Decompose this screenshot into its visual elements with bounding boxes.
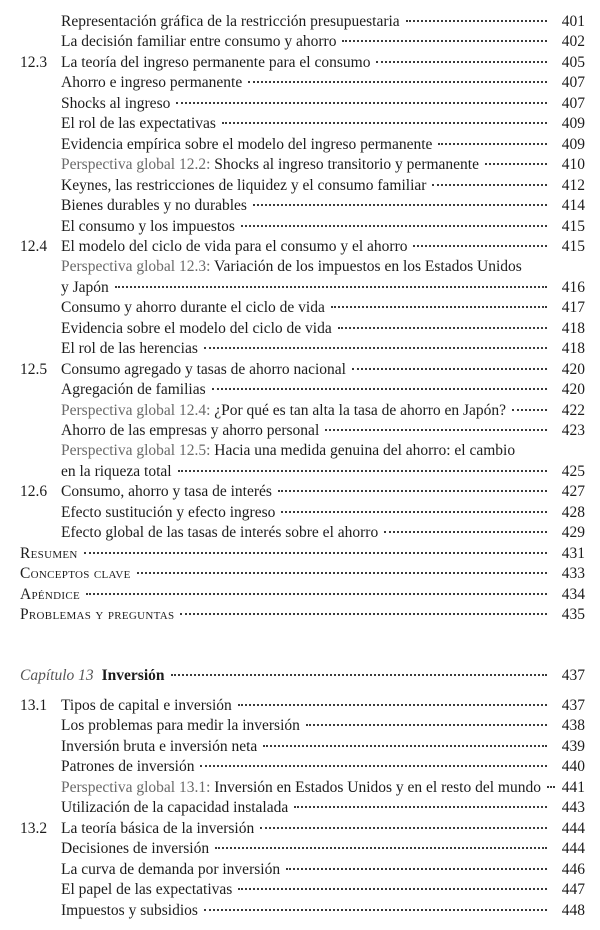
dot-leader <box>438 143 547 145</box>
dot-leader <box>263 745 547 747</box>
dot-leader <box>547 786 555 788</box>
entry-text: Bienes durables y no durables <box>61 197 247 215</box>
page-number: 448 <box>561 901 585 919</box>
entry-text: Evidencia sobre el modelo del ciclo de vida <box>61 319 332 337</box>
entry-text: La curva de demanda por inversión <box>61 860 281 878</box>
entry-title <box>61 503 275 523</box>
page-number: 447 <box>561 881 585 899</box>
dot-leader <box>352 368 547 370</box>
entry-text: El modelo del ciclo de vida para el consumo y el ahorro <box>61 237 408 255</box>
section-number: 13.2 <box>20 819 48 837</box>
entry-text: ¿Por qué es tan alta la tasa de ahorro en Japón? <box>210 401 507 419</box>
page-number: 409 <box>561 135 585 153</box>
toc-entry-decision-familiar[interactable] <box>0 32 600 52</box>
toc-entry-shocks[interactable] <box>0 94 600 114</box>
dot-leader <box>171 674 547 676</box>
page-number: 431 <box>561 544 585 562</box>
perspectiva-label: Perspectiva global 12.3: <box>61 258 211 276</box>
entry-title <box>61 217 235 237</box>
dot-leader <box>294 806 547 808</box>
toc-entry-problemas-medir[interactable] <box>0 716 600 736</box>
entry-title <box>61 421 319 441</box>
page-number: 433 <box>561 565 585 583</box>
toc-entry-evidencia-empirica[interactable] <box>0 135 600 155</box>
toc-entry-problemas[interactable] <box>0 605 600 625</box>
entry-text: El rol de las expectativas <box>61 115 216 133</box>
toc-entry-consumo-ciclo[interactable] <box>0 298 600 318</box>
toc-entry-efecto-global[interactable] <box>0 523 600 543</box>
entry-text: Hacia una medida genuina del ahorro: el cambio <box>210 442 516 460</box>
dot-leader <box>260 827 547 829</box>
page-number: 427 <box>561 483 585 501</box>
dot-leader <box>204 347 547 349</box>
dot-leader <box>342 40 547 42</box>
entry-text: Decisiones de inversión <box>61 840 210 858</box>
entry-title <box>61 135 432 155</box>
toc-entry-bienes[interactable] <box>0 196 600 216</box>
dot-leader <box>222 122 547 124</box>
entry-text: Los problemas para medir la inversión <box>61 717 300 735</box>
toc-entry-pg-12-5-cont[interactable] <box>0 462 600 482</box>
dot-leader <box>281 511 547 513</box>
page-number: 437 <box>561 667 585 684</box>
entry-title <box>61 237 407 257</box>
page-number: 423 <box>561 422 585 439</box>
toc-entry-capacidad[interactable] <box>0 798 600 818</box>
page-number: 418 <box>561 340 585 358</box>
toc-entry-efecto-sustitucion[interactable] <box>0 503 600 523</box>
chapter-title: Inversión <box>101 667 165 684</box>
toc-entry-sec-13-1[interactable] <box>0 696 600 716</box>
entry-text: Variación de los impuestos en los Estados Unidos <box>210 258 522 276</box>
entry-title <box>61 339 198 359</box>
entry-title <box>61 257 522 277</box>
entry-title <box>61 696 232 716</box>
entry-title <box>61 441 515 461</box>
page-number: 428 <box>561 503 585 521</box>
dot-leader <box>212 388 547 390</box>
toc-entry-evidencia-ciclo[interactable] <box>0 319 600 339</box>
entry-title <box>61 737 257 757</box>
entry-text: Tipos de capital e inversión <box>61 697 232 714</box>
page-number: 415 <box>561 217 585 235</box>
section-number: 12.5 <box>20 360 48 378</box>
toc-entry-bruta-neta[interactable] <box>0 737 600 757</box>
dot-leader <box>384 531 547 533</box>
page-number: 446 <box>561 860 585 878</box>
dot-leader <box>253 204 547 206</box>
entry-text: Shocks al ingreso transitorio y permanente <box>210 156 479 174</box>
toc-entry-impuestos-subsidios[interactable] <box>0 901 600 921</box>
entry-title <box>61 798 288 818</box>
page-number: 441 <box>561 778 585 796</box>
toc-entry-papel-expectativas[interactable] <box>0 880 600 900</box>
page-number: 414 <box>561 197 585 215</box>
entry-text: Inversión bruta e inversión neta <box>61 737 258 755</box>
dot-leader <box>325 429 547 431</box>
toc-entry-herencias[interactable] <box>0 339 600 359</box>
dot-leader <box>215 847 547 849</box>
entry-title <box>61 757 194 777</box>
toc-entry-apendice[interactable] <box>0 585 600 605</box>
toc-entry-pg-12-4[interactable] <box>0 401 600 421</box>
entry-text: Patrones de inversión <box>61 758 195 776</box>
dot-leader <box>238 704 547 706</box>
entry-title <box>61 380 206 400</box>
toc-entry-keynes[interactable] <box>0 176 600 196</box>
dot-leader <box>512 409 547 411</box>
dot-leader <box>115 286 547 288</box>
entry-text-continued: y Japón <box>61 278 109 296</box>
entry-text: Inversión en Estados Unidos y en el resto del mundo <box>210 778 541 796</box>
entry-text: Utilización de la capacidad instalada <box>61 799 289 817</box>
entry-title <box>61 32 336 52</box>
page-number: 415 <box>561 237 585 255</box>
perspectiva-label: Perspectiva global 12.5: <box>61 442 211 460</box>
entry-text: El rol de las herencias <box>61 340 198 358</box>
dot-leader <box>137 572 547 574</box>
entry-text: Evidencia empírica sobre el modelo del ingreso permanente <box>61 135 433 153</box>
perspectiva-label: Perspectiva global 12.4: <box>61 401 211 419</box>
entry-title <box>61 819 254 839</box>
entry-title: Resumen <box>20 544 78 562</box>
dot-leader <box>413 245 547 247</box>
dot-leader <box>376 61 547 63</box>
page-number: 417 <box>561 299 585 317</box>
toc-entry-sec-12-6[interactable] <box>0 482 600 502</box>
entry-title <box>61 860 280 880</box>
toc-entry-resumen[interactable] <box>0 544 600 564</box>
entry-text: Efecto sustitución y efecto ingreso <box>61 503 276 521</box>
page-number: 435 <box>561 606 585 624</box>
toc-entry-rol-expectativas[interactable] <box>0 114 600 134</box>
dot-leader <box>331 306 547 308</box>
page-number: 410 <box>561 156 585 174</box>
entry-text: La teoría básica de la inversión <box>61 819 255 837</box>
entry-title <box>61 360 346 380</box>
entry-text: Efecto global de las tasas de interés sobre el ahorro <box>61 524 379 542</box>
dot-leader <box>200 765 547 767</box>
entry-text: Consumo agregado y tasas de ahorro nacional <box>61 360 346 378</box>
toc-entry-pg-12-2[interactable] <box>0 155 600 175</box>
entry-title <box>61 196 247 216</box>
page-number: 429 <box>561 524 585 542</box>
entry-title <box>61 523 378 543</box>
page-number: 438 <box>561 717 585 735</box>
entry-title <box>61 53 370 73</box>
entry-title <box>61 319 332 339</box>
chapter-heading[interactable] <box>0 666 600 686</box>
page-number: 412 <box>561 176 585 194</box>
chapter-label: Capítulo 13 <box>20 667 94 684</box>
entry-title <box>61 880 232 900</box>
page-number: 407 <box>561 74 585 92</box>
page-number: 444 <box>561 840 585 858</box>
toc-entry-rep-grafica[interactable] <box>0 12 600 32</box>
entry-title <box>61 155 479 175</box>
dot-leader <box>180 613 547 615</box>
toc-entry-ahorro-ingreso[interactable] <box>0 73 600 93</box>
dot-leader <box>278 490 547 492</box>
toc-entry-sec-12-5[interactable] <box>0 360 600 380</box>
page-number: 416 <box>561 278 585 296</box>
entry-title <box>61 482 272 502</box>
entry-title <box>61 12 400 32</box>
page-number: 437 <box>561 697 585 714</box>
page-number: 443 <box>561 799 585 817</box>
entry-text: El papel de las expectativas <box>61 881 233 899</box>
dot-leader <box>432 184 547 186</box>
dot-leader <box>238 888 547 890</box>
section-number: 13.1 <box>20 697 48 714</box>
page-number: 440 <box>561 758 585 776</box>
dot-leader <box>176 102 547 104</box>
entry-text: Representación gráfica de la restricción presupuestaria <box>61 13 400 30</box>
toc-entry-consumo-impuestos[interactable] <box>0 217 600 237</box>
entry-title <box>61 778 541 798</box>
entry-text: Ahorro de las empresas y ahorro personal <box>61 422 320 439</box>
dot-leader <box>84 552 547 554</box>
page-number: 420 <box>561 381 585 399</box>
toc-entry-conceptos[interactable] <box>0 564 600 584</box>
toc-entry-ahorro-empresas[interactable] <box>0 421 600 441</box>
toc-entry-sec-12-3[interactable] <box>0 53 600 73</box>
entry-title <box>61 901 198 921</box>
dot-leader <box>86 593 547 595</box>
toc-entry-curva-demanda[interactable] <box>0 860 600 880</box>
dot-leader <box>286 868 547 870</box>
entry-text: Consumo y ahorro durante el ciclo de vida <box>61 299 325 317</box>
toc-entry-sec-13-2[interactable] <box>0 819 600 839</box>
page-number: 444 <box>561 819 585 837</box>
dot-leader <box>406 20 547 22</box>
page-number: 405 <box>561 53 585 71</box>
page-number: 420 <box>561 360 585 378</box>
perspectiva-label: Perspectiva global 13.1: <box>61 778 211 796</box>
dot-leader <box>178 470 547 472</box>
section-number: 12.3 <box>20 53 48 71</box>
entry-title <box>61 114 216 134</box>
perspectiva-label: Perspectiva global 12.2: <box>61 156 211 174</box>
page-number: 434 <box>561 585 585 603</box>
toc-entry-pg-12-5[interactable] <box>0 441 600 461</box>
entry-text: Agregación de familias <box>61 381 206 399</box>
page-number: 422 <box>561 401 585 419</box>
entry-text: Consumo, ahorro y tasa de interés <box>61 483 272 501</box>
dot-leader <box>241 225 547 227</box>
entry-title <box>61 298 325 318</box>
entry-title: Problemas y preguntas <box>20 606 175 624</box>
toc-entry-pg-12-3-cont[interactable] <box>0 278 600 298</box>
entry-title: Apéndice <box>20 585 81 603</box>
toc-entry-patrones[interactable] <box>0 757 600 777</box>
page-number: 409 <box>561 115 585 133</box>
dot-leader <box>338 327 547 329</box>
entry-text: El consumo y los impuestos <box>61 217 235 235</box>
page-number: 439 <box>561 737 585 755</box>
page-number: 425 <box>561 462 585 480</box>
entry-title <box>61 401 506 421</box>
dot-leader <box>306 724 547 726</box>
entry-text: Keynes, las restricciones de liquidez y el consumo familiar <box>61 176 427 194</box>
entry-text: La decisión familiar entre consumo y ahorro <box>61 33 337 51</box>
entry-title <box>61 176 426 196</box>
entry-title <box>61 94 170 114</box>
page-number: 401 <box>561 13 585 30</box>
entry-text: La teoría del ingreso permanente para el consumo <box>61 53 371 71</box>
dot-leader <box>485 163 547 165</box>
section-number: 12.6 <box>20 483 48 501</box>
dot-leader <box>248 81 547 83</box>
toc-entry-pg-12-3[interactable] <box>0 257 600 277</box>
entry-text: Ahorro e ingreso permanente <box>61 74 243 92</box>
entry-text: Shocks al ingreso <box>61 94 171 112</box>
entry-text-continued: en la riqueza total <box>61 462 172 480</box>
page-number: 402 <box>561 33 585 51</box>
section-number: 12.4 <box>20 237 48 255</box>
page-number: 418 <box>561 319 585 337</box>
entry-title <box>61 839 209 859</box>
dot-leader <box>204 909 547 911</box>
entry-title <box>61 73 242 93</box>
toc-entry-decisiones[interactable] <box>0 839 600 859</box>
entry-title: Conceptos clave <box>20 565 131 583</box>
entry-text: Impuestos y subsidios <box>61 901 198 919</box>
toc-entry-pg-13-1[interactable] <box>0 778 600 798</box>
toc-entry-agregacion[interactable] <box>0 380 600 400</box>
toc-entry-sec-12-4[interactable] <box>0 237 600 257</box>
page-number: 407 <box>561 94 585 112</box>
entry-title <box>61 716 300 736</box>
